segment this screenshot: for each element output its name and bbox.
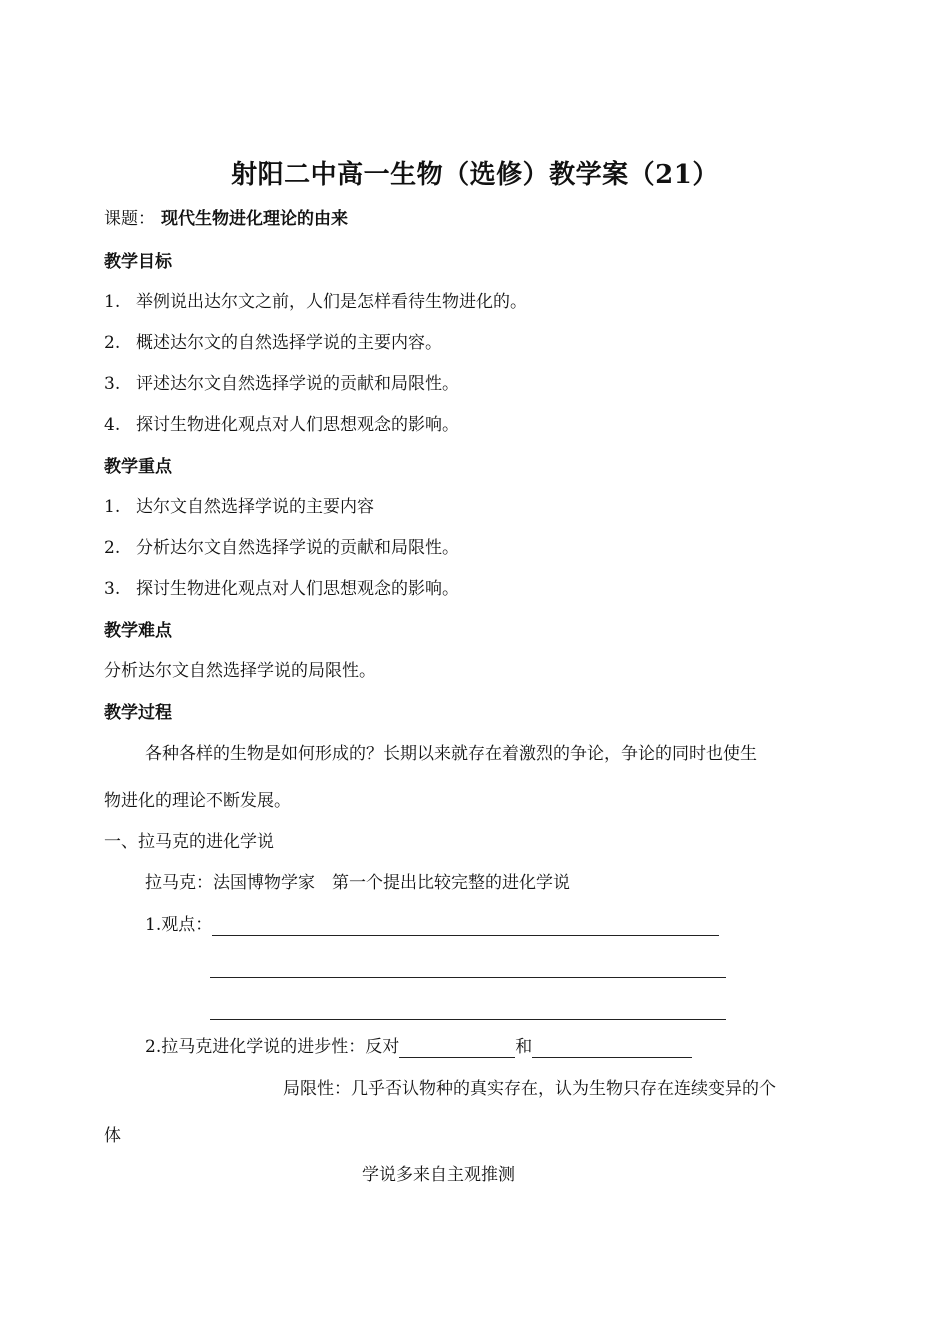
difficulty-text: 分析达尔文自然选择学说的局限性。 bbox=[104, 661, 376, 681]
objective-item bbox=[104, 373, 459, 395]
process-intro-line: 各种各样的生物是如何形成的？长期以来就存在着激烈的争论，争论的同时也使生 bbox=[145, 744, 757, 764]
list-number: 2. bbox=[104, 538, 121, 558]
list-text: 评述达尔文自然选择学说的贡献和局限性。 bbox=[136, 374, 459, 394]
progress-line bbox=[145, 1036, 692, 1058]
limitation-line: 体 bbox=[104, 1126, 121, 1146]
topic-line bbox=[104, 208, 348, 230]
list-text: 探讨生物进化观点对人们思想观念的影响。 bbox=[136, 415, 459, 435]
answer-blank[interactable] bbox=[532, 1040, 692, 1058]
list-text: 分析达尔文自然选择学说的贡献和局限性。 bbox=[136, 538, 459, 558]
list-number: 4. bbox=[104, 415, 121, 435]
objective-item bbox=[104, 414, 459, 436]
list-number: 3. bbox=[104, 374, 121, 394]
list-number: 1. bbox=[104, 292, 121, 312]
answer-blank[interactable] bbox=[399, 1040, 515, 1058]
lamarck-intro: 拉马克：法国博物学家 第一个提出比较完整的进化学说 bbox=[145, 873, 570, 893]
list-number: 1. bbox=[104, 497, 121, 517]
topic-text: 现代生物进化理论的由来 bbox=[161, 209, 348, 229]
list-text: 举例说出达尔文之前，人们是怎样看待生物进化的。 bbox=[136, 292, 527, 312]
key-point-item bbox=[104, 578, 459, 600]
key-point-item bbox=[104, 496, 374, 518]
list-number: 3. bbox=[104, 579, 121, 599]
viewpoint-line bbox=[210, 998, 726, 1020]
answer-blank[interactable] bbox=[212, 918, 719, 936]
limitation-line: 局限性：几乎否认物种的真实存在，认为生物只存在连续变异的个 bbox=[283, 1079, 776, 1099]
list-text: 达尔文自然选择学说的主要内容 bbox=[136, 497, 374, 517]
limitation-line: 学说多来自主观推测 bbox=[362, 1165, 515, 1185]
process-heading: 教学过程 bbox=[104, 703, 172, 723]
key-point-item bbox=[104, 537, 459, 559]
answer-blank[interactable] bbox=[210, 1002, 726, 1020]
key-points-heading: 教学重点 bbox=[104, 457, 172, 477]
viewpoint-line bbox=[210, 956, 726, 978]
difficulty-heading: 教学难点 bbox=[104, 621, 172, 641]
viewpoint-label: 1.观点： bbox=[145, 915, 213, 935]
section-heading: 一、拉马克的进化学说 bbox=[104, 832, 274, 852]
topic-label: 课题： bbox=[104, 209, 155, 229]
progress-and: 和 bbox=[515, 1037, 533, 1057]
answer-blank[interactable] bbox=[210, 960, 726, 978]
progress-label: 2.拉马克进化学说的进步性：反对 bbox=[145, 1037, 400, 1057]
objective-item bbox=[104, 291, 527, 313]
document-title: 射阳二中高一生物（选修）教学案（21） bbox=[231, 160, 719, 190]
objective-item bbox=[104, 332, 442, 354]
list-number: 2. bbox=[104, 333, 121, 353]
process-intro-line: 物进化的理论不断发展。 bbox=[104, 791, 291, 811]
list-text: 探讨生物进化观点对人们思想观念的影响。 bbox=[136, 579, 459, 599]
list-text: 概述达尔文的自然选择学说的主要内容。 bbox=[136, 333, 442, 353]
objectives-heading: 教学目标 bbox=[104, 252, 172, 272]
viewpoint-line bbox=[145, 914, 719, 936]
